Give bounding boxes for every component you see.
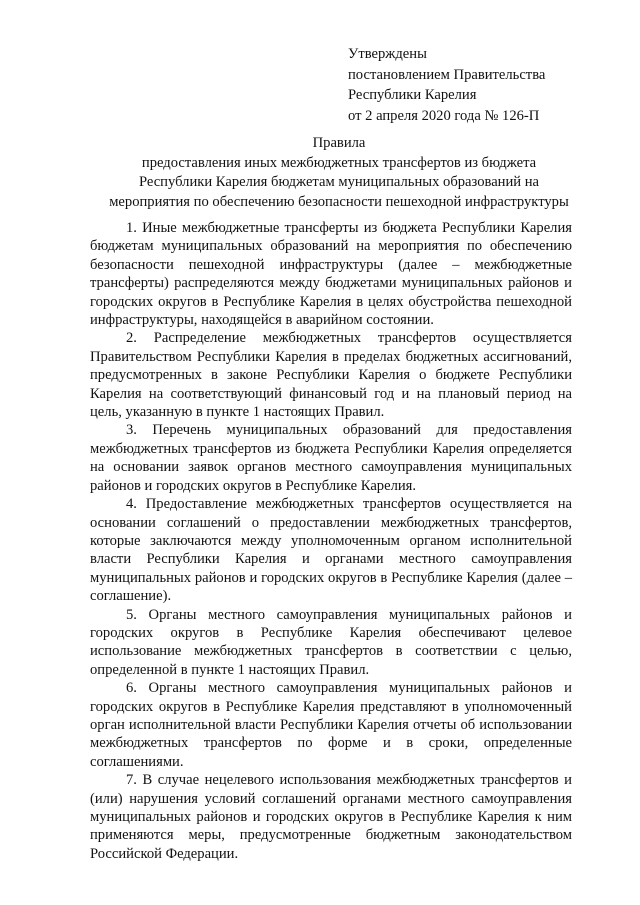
approval-line: постановлением Правительства bbox=[348, 66, 546, 83]
paragraph-2: 2. Распределение межбюджетных трансфертов осуществляется Правительством Республики Карелия в пределах бюджетных ассигнований, предусмотренных в законе Республики Карелия о бюджете Республики Карелия на соответствующий финансовый год и на плановый период на цель, указанную в пункте 1 настоящих Правил. bbox=[90, 330, 572, 421]
document-title bbox=[92, 134, 586, 212]
title-line: мероприятия по обеспечению безопасности пешеходной инфраструктуры bbox=[109, 193, 569, 210]
title-line: Республики Карелия бюджетам муниципальных образований на bbox=[138, 174, 540, 190]
title-heading: Правила bbox=[312, 135, 366, 151]
approval-stamp-block bbox=[348, 44, 608, 126]
paragraph-6: 6. Органы местного самоуправления муниципальных районов и городских округов в Республике Карелия представляют в уполномоченный орган исполнительной власти Республики Карелия отчеты об использовании межбюджетных трансфертов по форме и в сроки, определенные соглашениями. bbox=[90, 680, 572, 770]
approval-date-line: от 2 апреля 2020 года № 126-П bbox=[348, 107, 540, 124]
document-body bbox=[90, 219, 572, 863]
title-line: предоставления иных межбюджетных трансфертов из бюджета bbox=[141, 154, 537, 171]
approval-line: Республики Карелия bbox=[348, 87, 477, 103]
paragraph-5: 5. Органы местного самоуправления муниципальных районов и городских округов в Республике Карелия обеспечивают целевое использование межбюджетных трансфертов в соответствии с целью, определенной в пункте 1 настоящих Правил. bbox=[90, 606, 572, 678]
paragraph-7: 7. В случае нецелевого использования межбюджетных трансфертов и (или) нарушения условий соглашений органами местного самоуправления муниципальных районов и городских округов в Республике Карелия к ним применяются меры, предусмотренные бюджетным законодательством Российской Федерации. bbox=[90, 772, 572, 862]
paragraph-1: 1. Иные межбюджетные трансферты из бюджета Республики Карелия бюджетам муниципальных образований на мероприятия по обеспечению безопасности пешеходной инфраструктуры (далее – межбюджетные трансферты) распределяются между бюджетами муниципальных районов и городских округов в Республике Карелия в целях обустройства пешеходной инфраструктуры, находящейся в аварийном состоянии. bbox=[90, 220, 572, 329]
approval-line: Утверждены bbox=[348, 46, 427, 62]
paragraph-4: 4. Предоставление межбюджетных трансфертов осуществляется на основании соглашений о предоставлении межбюджетных трансфертов, которые заключаются между уполномоченным органом исполнительной власти Республики Карелия и органами местного самоуправления муниципальных районов и городских округов в Республике Карелия (далее – соглашение). bbox=[90, 496, 572, 605]
paragraph-3: 3. Перечень муниципальных образований для предоставления межбюджетных трансфертов из бюджета Республики Карелия определяется на основании заявок органов местного самоуправления муниципальных районов и городских округов в Республике Карелия. bbox=[90, 422, 572, 494]
